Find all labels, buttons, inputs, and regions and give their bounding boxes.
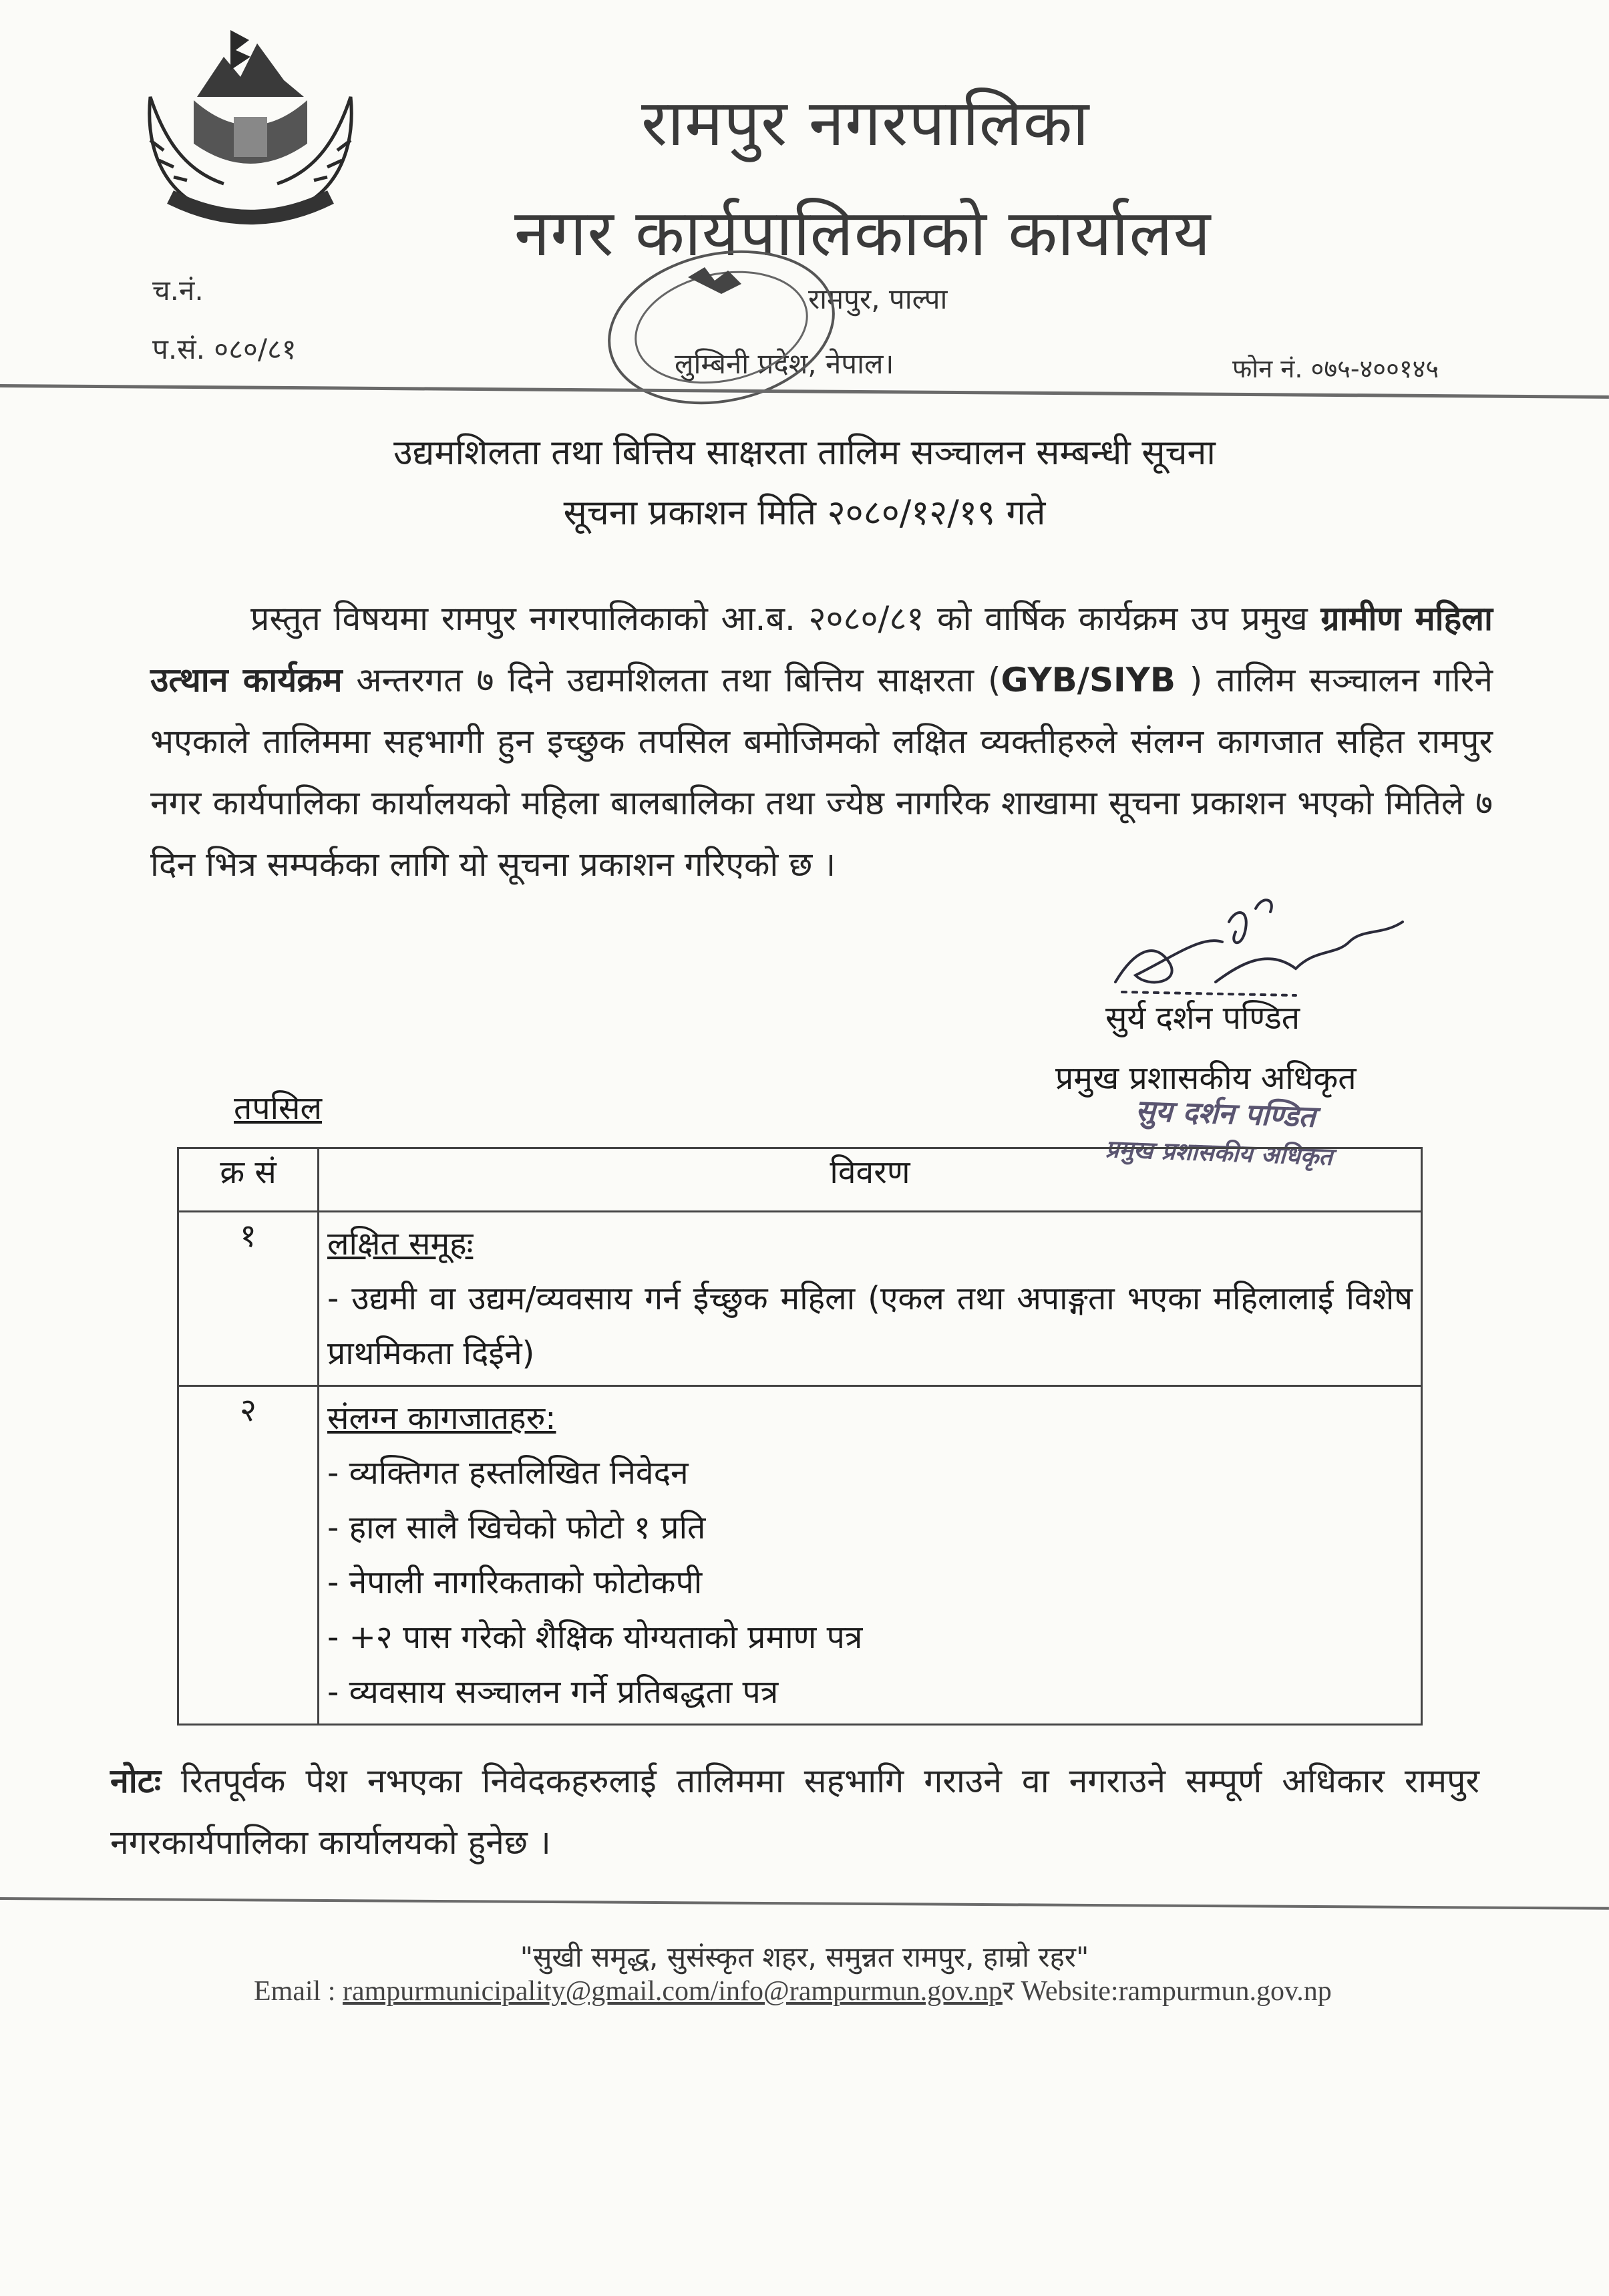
seal-name: सुय दर्शन पण्डित [1135, 1094, 1316, 1134]
nepal-emblem-icon [124, 17, 377, 237]
email-label: Email : [254, 1976, 343, 2007]
table-header-row [178, 1148, 1422, 1212]
row-line: - नेपाली नागरिकताको फोटोकपी [327, 1564, 703, 1601]
paragraph-part-1: प्रस्तुत विषयमा रामपुर नगरपालिकाको आ.ब. २०८०/८१ को वार्षिक कार्यक्रम उप प्रमुख [250, 599, 1321, 638]
row-line: - व्यक्तिगत हस्तलिखित निवेदन [327, 1454, 689, 1492]
column-header-sn: क्र सं [178, 1148, 319, 1212]
office-name: रामपुर नगरपालिका [641, 86, 1090, 160]
table-row [178, 1386, 1422, 1725]
table-row [178, 1212, 1422, 1386]
address-city: रामपुर, पाल्पा [808, 283, 948, 315]
website-text[interactable]: Website:rampurmun.gov.np [1021, 1976, 1332, 2007]
notice-title: उद्यमशिलता तथा बित्तिय साक्षरता तालिम सञ्चालन सम्बन्धी सूचना [393, 433, 1216, 473]
row-desc [319, 1212, 1422, 1386]
row-line: - व्यवसाय सञ्चालन गर्ने प्रतिबद्धता पत्र [327, 1673, 779, 1711]
note-text: रितपूर्वक पेश नभएका निवेदकहरुलाई तालिममा सहभागि गराउने वा नगराउने सम्पूर्ण अधिकार रामपुर नगरकार्यपालिका कार्यालयको हुनेछ । [110, 1762, 1479, 1862]
notice-date: सूचना प्रकाशन मिति २०८०/१२/१९ गते [563, 493, 1046, 533]
paragraph-part-2: अन्तरगत ७ दिने उद्यमशिलता तथा बित्तिय साक्षरता ( [342, 661, 1001, 699]
paragraph-part-3: ) तालिम सञ्चालन गरिने भएकाले तालिममा सहभागी हुन इच्छुक तपसिल बमोजिमको लक्षित व्यक्तीहरुले संलग्न कागजात सहित रामपुर नगर कार्यपालिका कार्यालयको महिला बालबालिका तथा ज्येष्ठ नागरिक शाखामा सूचना प्रकाशन भएको मितिले ७ दिन भित्र सम्पर्कका लागि यो सूचना प्रकाशन गरिएको छ । [150, 661, 1493, 884]
row-sn: २ [178, 1386, 319, 1725]
row-line: - +२ पास गरेको शैक्षिक योग्यताको प्रमाण पत्र [327, 1619, 863, 1656]
cha-number-label: च.नं. [152, 274, 204, 307]
row-heading: संलग्न कागजातहरु: [327, 1400, 556, 1437]
office-subtitle: नगर कार्यपालिकाको कार्यालय [514, 196, 1212, 271]
notice-paragraph [150, 588, 1493, 895]
row-heading: लक्षित समूहः [327, 1225, 474, 1263]
signatory-title: प्रमुख प्रशासकीय अधिकृत [1055, 1059, 1357, 1097]
row-line: - उद्यमी वा उद्यम/व्यवसाय गर्न ईच्छुक महिला (एकल तथा अपाङ्गता भएका महिलालाई विशेष प्राथमिकता दिईने) [327, 1280, 1413, 1372]
tapasil-table [177, 1147, 1423, 1726]
footer-divider [0, 1897, 1609, 1910]
seal-title: प्रमुख प्रशासकीय अधिकृत [1105, 1136, 1333, 1171]
phone-number: फोन नं. ०७५-४००१४५ [1232, 354, 1439, 383]
signatory-name: सुर्य दर्शन पण्डित [1105, 999, 1300, 1037]
email-link[interactable]: rampurmunicipality@gmail.com/info@rampurmun.gov.np [342, 1976, 1003, 2007]
tapasil-heading: तपसिल [234, 1090, 323, 1127]
note-paragraph [110, 1750, 1479, 1873]
column-header-desc: विवरण [319, 1148, 1422, 1212]
row-desc [319, 1386, 1422, 1725]
address-province: लुम्बिनी प्रदेश, नेपाल। [675, 347, 894, 380]
note-label: नोटः [110, 1762, 161, 1800]
footer-motto: "सुखी समृद्ध, सुसंस्कृत शहर, समुन्नत रामपुर, हाम्रो रहर" [520, 1941, 1089, 1973]
row-sn: १ [178, 1212, 319, 1386]
footer-contact: Email : rampurmunicipality@gmail.com/info@rampurmun.gov.npर Website:rampurmun.gov.np [254, 1976, 1332, 2007]
program-code: GYB/SIYB [1001, 661, 1176, 699]
row-line: - हाल सालै खिचेको फोटो १ प्रति [327, 1509, 706, 1546]
program-name: ग्रामीण महिला उत्थान कार्यक्रम [150, 599, 1493, 699]
pa-sa-number: प.सं. ०८०/८१ [152, 333, 297, 365]
